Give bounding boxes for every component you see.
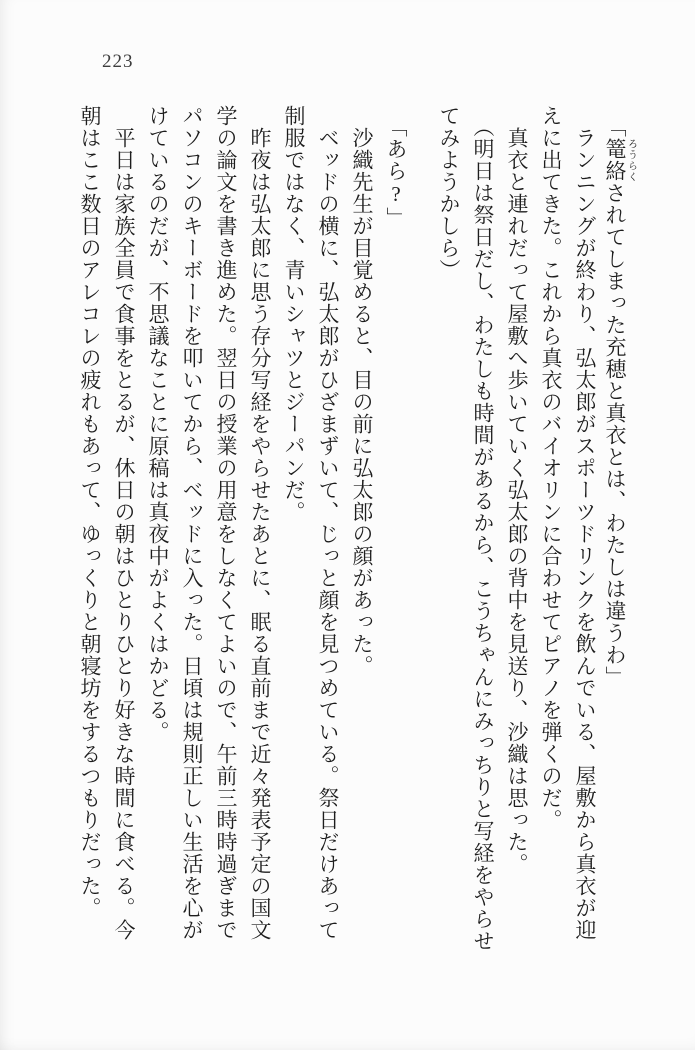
text-line-3: えに出てきた。これから真衣のバイオリンに合わせてピアノを弾くのだ。 [539,105,563,831]
text-line-10: 制服ではなく、青いシャツとジーパンだ。 [282,105,306,523]
text-block [70,105,637,952]
text-line-13: パソコンのキーボードを叩いてから、ベッドに入った。日頃は規則正しい生活を心が [180,105,204,941]
page-number: 223 [102,51,134,72]
text-line-14: けているのだが、不思議なことに原稿は真夜中がよくはかどる。 [146,105,170,743]
text-line-9: ベッドの横に、弘太郎がひざまずいて、じっと顔を見つめている。祭日だけあって [316,127,340,941]
text-line-12: 学の論文を書き進めた。翌日の授業の用意をしなくてよいので、午前三時時過ぎまで [214,105,238,941]
text-line-6: てみようかしら） [437,105,461,281]
close-quote: 」 [384,207,408,229]
text-line-11: 昨夜は弘太郎に思う存分写経をやらせたあとに、眠る直前まで近々発表予定の国文 [248,127,272,941]
question-mark: ? [384,182,408,207]
text-line-5: （明日は祭日だし、わたしも時間があるから、こうちゃんにみっちりと写経をやらせ [471,116,495,952]
open-quote: 「 [603,116,627,138]
ruby-rouraku [603,138,637,182]
dialogue-pre: 「あら [384,116,408,182]
text-line-16: 朝はここ数日のアレコレの疲れもあって、ゆっくりと朝寝坊をするつもりだった。 [78,105,102,919]
furigana-rouraku: ろうらく [625,138,637,182]
ruby-base: 篭絡 [603,138,627,182]
text-line-7 [379,105,413,943]
text-line-8: 沙織先生が目覚めると、目の前に弘太郎の顔があった。 [350,127,374,677]
text-line-4: 真衣と連れだって屋敷へ歩いていく弘太郎の背中を見送り、沙織は思った。 [505,127,529,875]
text-line-15: 平日は家族全員で食事をとるが、休日の朝はひとりひとり好きな時間に食べる。今 [112,127,136,941]
text-line-1 [602,105,636,943]
dialogue-text: されてしまった充穂と真衣とは、わたしは違うわ」 [603,182,627,688]
text-line-2: ランニングが終わり、弘太郎がスポーツドリンクを飲んでいる、屋敷から真衣が迎 [573,127,597,941]
